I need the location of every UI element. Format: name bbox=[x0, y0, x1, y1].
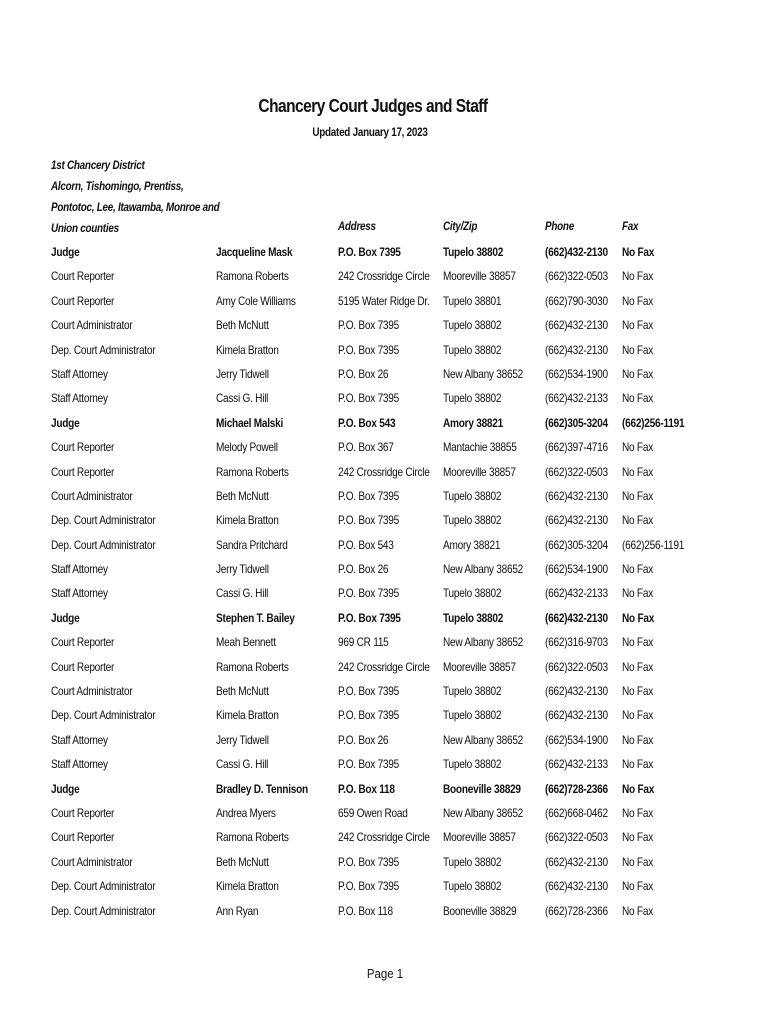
address-cell: P.O. Box 543 bbox=[338, 537, 394, 552]
city-zip-cell: Tupelo 38802 bbox=[443, 342, 502, 357]
name-cell: Ann Ryan bbox=[216, 903, 259, 918]
fax-cell: (662)256-1191 bbox=[622, 415, 685, 430]
role-cell: Court Reporter bbox=[51, 635, 115, 650]
column-header-phone: Phone bbox=[545, 221, 574, 233]
role-cell: Staff Attorney bbox=[51, 562, 108, 577]
table-row bbox=[0, 294, 770, 318]
phone-cell: (662)397-4716 bbox=[545, 440, 608, 455]
role-cell: Judge bbox=[51, 781, 80, 796]
table-row bbox=[0, 440, 770, 464]
fax-cell: No Fax bbox=[622, 805, 653, 820]
phone-cell: (662)322-0503 bbox=[545, 464, 608, 479]
phone-cell: (662)432-2130 bbox=[545, 879, 608, 894]
district-name: 1st Chancery District bbox=[51, 160, 145, 172]
city-zip-cell: Tupelo 38801 bbox=[443, 293, 502, 308]
table-row bbox=[0, 830, 770, 854]
role-cell: Dep. Court Administrator bbox=[51, 537, 156, 552]
city-zip-cell: Mooreville 38857 bbox=[443, 659, 516, 674]
name-cell: Cassi G. Hill bbox=[216, 391, 269, 406]
phone-cell: (662)432-2130 bbox=[545, 488, 608, 503]
city-zip-cell: Booneville 38829 bbox=[443, 903, 517, 918]
city-zip-cell: Tupelo 38802 bbox=[443, 245, 504, 259]
table-row bbox=[0, 904, 770, 928]
name-cell: Cassi G. Hill bbox=[216, 586, 269, 601]
city-zip-cell: Tupelo 38802 bbox=[443, 488, 502, 503]
role-cell: Court Reporter bbox=[51, 805, 115, 820]
table-row bbox=[0, 318, 770, 342]
name-cell: Andrea Myers bbox=[216, 805, 276, 820]
name-cell: Ramona Roberts bbox=[216, 269, 289, 284]
address-cell: P.O. Box 7395 bbox=[338, 879, 399, 894]
phone-cell: (662)534-1900 bbox=[545, 562, 608, 577]
staff-table bbox=[0, 245, 770, 928]
fax-cell: No Fax bbox=[622, 757, 653, 772]
phone-cell: (662)728-2366 bbox=[545, 781, 608, 796]
fax-cell: No Fax bbox=[622, 635, 653, 650]
city-zip-cell: Booneville 38829 bbox=[443, 781, 521, 796]
table-row-judge bbox=[0, 611, 770, 635]
role-cell: Court Reporter bbox=[51, 269, 115, 284]
city-zip-cell: Tupelo 38802 bbox=[443, 879, 502, 894]
role-cell: Court Reporter bbox=[51, 440, 115, 455]
column-header-address: Address bbox=[338, 221, 376, 233]
role-cell: Dep. Court Administrator bbox=[51, 513, 156, 528]
fax-cell: No Fax bbox=[622, 781, 655, 796]
fax-cell: (662)256-1191 bbox=[622, 537, 685, 552]
address-cell: P.O. Box 7395 bbox=[338, 684, 399, 699]
column-header-city-zip: City/Zip bbox=[443, 221, 478, 233]
city-zip-cell: Tupelo 38802 bbox=[443, 757, 502, 772]
name-cell: Sandra Pritchard bbox=[216, 537, 288, 552]
name-cell: Melody Powell bbox=[216, 440, 278, 455]
name-cell: Cassi G. Hill bbox=[216, 757, 269, 772]
city-zip-cell: Tupelo 38802 bbox=[443, 513, 502, 528]
city-zip-cell: Amory 38821 bbox=[443, 415, 503, 430]
role-cell: Court Reporter bbox=[51, 293, 115, 308]
role-cell: Court Administrator bbox=[51, 684, 133, 699]
city-zip-cell: Tupelo 38802 bbox=[443, 318, 502, 333]
name-cell: Kimela Bratton bbox=[216, 342, 279, 357]
phone-cell: (662)432-2130 bbox=[545, 610, 608, 625]
phone-cell: (662)432-2133 bbox=[545, 757, 608, 772]
fax-cell: No Fax bbox=[622, 684, 653, 699]
address-cell: P.O. Box 7395 bbox=[338, 708, 399, 723]
city-zip-cell: Mantachie 38855 bbox=[443, 440, 517, 455]
district-heading bbox=[51, 156, 219, 240]
fax-cell: No Fax bbox=[622, 464, 653, 479]
role-cell: Dep. Court Administrator bbox=[51, 708, 156, 723]
address-cell: 659 Owen Road bbox=[338, 805, 408, 820]
name-cell: Kimela Bratton bbox=[216, 879, 279, 894]
role-cell: Staff Attorney bbox=[51, 366, 108, 381]
table-row-judge bbox=[0, 782, 770, 806]
name-cell: Michael Malski bbox=[216, 415, 284, 430]
role-cell: Court Administrator bbox=[51, 318, 133, 333]
city-zip-cell: Tupelo 38802 bbox=[443, 586, 502, 601]
fax-cell: No Fax bbox=[622, 488, 653, 503]
role-cell: Court Administrator bbox=[51, 854, 133, 869]
table-row bbox=[0, 757, 770, 781]
address-cell: 242 Crossridge Circle bbox=[338, 659, 430, 674]
role-cell: Staff Attorney bbox=[51, 586, 108, 601]
fax-cell: No Fax bbox=[622, 318, 653, 333]
fax-cell: No Fax bbox=[622, 659, 653, 674]
role-cell: Court Reporter bbox=[51, 830, 115, 845]
phone-cell: (662)432-2130 bbox=[545, 684, 608, 699]
table-row bbox=[0, 635, 770, 659]
table-row bbox=[0, 513, 770, 537]
address-cell: P.O. Box 7395 bbox=[338, 245, 401, 259]
city-zip-cell: New Albany 38652 bbox=[443, 562, 524, 577]
role-cell: Court Reporter bbox=[51, 464, 115, 479]
table-row bbox=[0, 269, 770, 293]
table-row bbox=[0, 806, 770, 830]
city-zip-cell: Mooreville 38857 bbox=[443, 830, 516, 845]
name-cell: Amy Cole Williams bbox=[216, 293, 296, 308]
phone-cell: (662)316-9703 bbox=[545, 635, 608, 650]
fax-cell: No Fax bbox=[622, 879, 653, 894]
fax-cell: No Fax bbox=[622, 293, 653, 308]
name-cell: Jerry Tidwell bbox=[216, 366, 269, 381]
fax-cell: No Fax bbox=[622, 269, 653, 284]
phone-cell: (662)790-3030 bbox=[545, 293, 608, 308]
table-row bbox=[0, 733, 770, 757]
name-cell: Bradley D. Tennison bbox=[216, 781, 308, 796]
role-cell: Judge bbox=[51, 610, 80, 625]
district-counties-line-3: Union counties bbox=[51, 223, 119, 235]
district-counties-line-2: Pontotoc, Lee, Itawamba, Monroe and bbox=[51, 202, 220, 214]
address-cell: P.O. Box 26 bbox=[338, 732, 389, 747]
name-cell: Ramona Roberts bbox=[216, 830, 289, 845]
name-cell: Beth McNutt bbox=[216, 488, 269, 503]
name-cell: Stephen T. Bailey bbox=[216, 610, 295, 625]
table-row bbox=[0, 879, 770, 903]
role-cell: Judge bbox=[51, 245, 80, 259]
column-header-fax: Fax bbox=[622, 221, 639, 233]
city-zip-cell: Amory 38821 bbox=[443, 537, 501, 552]
address-cell: P.O. Box 26 bbox=[338, 366, 389, 381]
city-zip-cell: Tupelo 38802 bbox=[443, 391, 502, 406]
address-cell: 242 Crossridge Circle bbox=[338, 464, 430, 479]
name-cell: Ramona Roberts bbox=[216, 659, 289, 674]
fax-cell: No Fax bbox=[622, 903, 653, 918]
table-row bbox=[0, 708, 770, 732]
phone-cell: (662)534-1900 bbox=[545, 732, 608, 747]
address-cell: P.O. Box 7395 bbox=[338, 318, 399, 333]
city-zip-cell: Mooreville 38857 bbox=[443, 464, 516, 479]
phone-cell: (662)534-1900 bbox=[545, 366, 608, 381]
phone-cell: (662)432-2130 bbox=[545, 342, 608, 357]
address-cell: P.O. Box 7395 bbox=[338, 513, 399, 528]
phone-cell: (662)432-2130 bbox=[545, 513, 608, 528]
phone-cell: (662)322-0503 bbox=[545, 269, 608, 284]
phone-cell: (662)432-2133 bbox=[545, 391, 608, 406]
table-row bbox=[0, 367, 770, 391]
fax-cell: No Fax bbox=[622, 732, 653, 747]
district-counties-line-1: Alcorn, Tishomingo, Prentiss, bbox=[51, 181, 184, 193]
phone-cell: (662)432-2130 bbox=[545, 854, 608, 869]
name-cell: Kimela Bratton bbox=[216, 513, 279, 528]
table-row bbox=[0, 391, 770, 415]
role-cell: Staff Attorney bbox=[51, 757, 108, 772]
table-row bbox=[0, 855, 770, 879]
fax-cell: No Fax bbox=[622, 610, 655, 625]
table-row bbox=[0, 538, 770, 562]
fax-cell: No Fax bbox=[622, 366, 653, 381]
phone-cell: (662)432-2130 bbox=[545, 245, 608, 259]
fax-cell: No Fax bbox=[622, 342, 653, 357]
city-zip-cell: New Albany 38652 bbox=[443, 732, 524, 747]
city-zip-cell: Tupelo 38802 bbox=[443, 708, 502, 723]
fax-cell: No Fax bbox=[622, 513, 653, 528]
name-cell: Jerry Tidwell bbox=[216, 732, 269, 747]
address-cell: P.O. Box 7395 bbox=[338, 610, 401, 625]
table-row bbox=[0, 343, 770, 367]
name-cell: Beth McNutt bbox=[216, 854, 269, 869]
phone-cell: (662)305-3204 bbox=[545, 537, 608, 552]
city-zip-cell: Mooreville 38857 bbox=[443, 269, 516, 284]
role-cell: Judge bbox=[51, 415, 80, 430]
phone-cell: (662)432-2133 bbox=[545, 586, 608, 601]
address-cell: P.O. Box 26 bbox=[338, 562, 389, 577]
table-row bbox=[0, 465, 770, 489]
address-cell: P.O. Box 7395 bbox=[338, 854, 399, 869]
fax-cell: No Fax bbox=[622, 245, 655, 259]
role-cell: Dep. Court Administrator bbox=[51, 903, 156, 918]
table-row bbox=[0, 586, 770, 610]
name-cell: Beth McNutt bbox=[216, 684, 269, 699]
address-cell: P.O. Box 543 bbox=[338, 415, 396, 430]
phone-cell: (662)728-2366 bbox=[545, 903, 608, 918]
address-cell: P.O. Box 7395 bbox=[338, 586, 399, 601]
table-row bbox=[0, 562, 770, 586]
role-cell: Staff Attorney bbox=[51, 732, 108, 747]
page-number: Page 1 bbox=[366, 966, 404, 981]
role-cell: Dep. Court Administrator bbox=[51, 342, 156, 357]
fax-cell: No Fax bbox=[622, 708, 653, 723]
role-cell: Staff Attorney bbox=[51, 391, 108, 406]
fax-cell: No Fax bbox=[622, 830, 653, 845]
fax-cell: No Fax bbox=[622, 562, 653, 577]
address-cell: P.O. Box 118 bbox=[338, 781, 395, 796]
address-cell: 969 CR 115 bbox=[338, 635, 389, 650]
address-cell: 242 Crossridge Circle bbox=[338, 269, 430, 284]
city-zip-cell: Tupelo 38802 bbox=[443, 610, 504, 625]
address-cell: P.O. Box 7395 bbox=[338, 342, 399, 357]
phone-cell: (662)305-3204 bbox=[545, 415, 608, 430]
phone-cell: (662)432-2130 bbox=[545, 708, 608, 723]
city-zip-cell: New Albany 38652 bbox=[443, 635, 524, 650]
city-zip-cell: New Albany 38652 bbox=[443, 366, 524, 381]
address-cell: P.O. Box 367 bbox=[338, 440, 394, 455]
address-cell: P.O. Box 7395 bbox=[338, 488, 399, 503]
city-zip-cell: Tupelo 38802 bbox=[443, 684, 502, 699]
phone-cell: (662)322-0503 bbox=[545, 830, 608, 845]
fax-cell: No Fax bbox=[622, 854, 653, 869]
phone-cell: (662)668-0462 bbox=[545, 805, 608, 820]
address-cell: P.O. Box 7395 bbox=[338, 757, 399, 772]
table-row bbox=[0, 660, 770, 684]
role-cell: Dep. Court Administrator bbox=[51, 879, 156, 894]
address-cell: P.O. Box 7395 bbox=[338, 391, 399, 406]
fax-cell: No Fax bbox=[622, 391, 653, 406]
name-cell: Meah Bennett bbox=[216, 635, 276, 650]
city-zip-cell: New Albany 38652 bbox=[443, 805, 524, 820]
address-cell: 5195 Water Ridge Dr. bbox=[338, 293, 430, 308]
page-title: Chancery Court Judges and Staff bbox=[258, 96, 488, 116]
role-cell: Court Reporter bbox=[51, 659, 115, 674]
table-row bbox=[0, 489, 770, 513]
phone-cell: (662)432-2130 bbox=[545, 318, 608, 333]
address-cell: P.O. Box 118 bbox=[338, 903, 393, 918]
name-cell: Kimela Bratton bbox=[216, 708, 279, 723]
table-row-judge bbox=[0, 416, 770, 440]
name-cell: Jerry Tidwell bbox=[216, 562, 269, 577]
name-cell: Jacqueline Mask bbox=[216, 245, 293, 259]
city-zip-cell: Tupelo 38802 bbox=[443, 854, 502, 869]
address-cell: 242 Crossridge Circle bbox=[338, 830, 430, 845]
phone-cell: (662)322-0503 bbox=[545, 659, 608, 674]
fax-cell: No Fax bbox=[622, 440, 653, 455]
name-cell: Beth McNutt bbox=[216, 318, 269, 333]
updated-date: Updated January 17, 2023 bbox=[312, 127, 428, 139]
fax-cell: No Fax bbox=[622, 586, 653, 601]
table-row bbox=[0, 684, 770, 708]
name-cell: Ramona Roberts bbox=[216, 464, 289, 479]
table-row-judge bbox=[0, 245, 770, 269]
role-cell: Court Administrator bbox=[51, 488, 133, 503]
